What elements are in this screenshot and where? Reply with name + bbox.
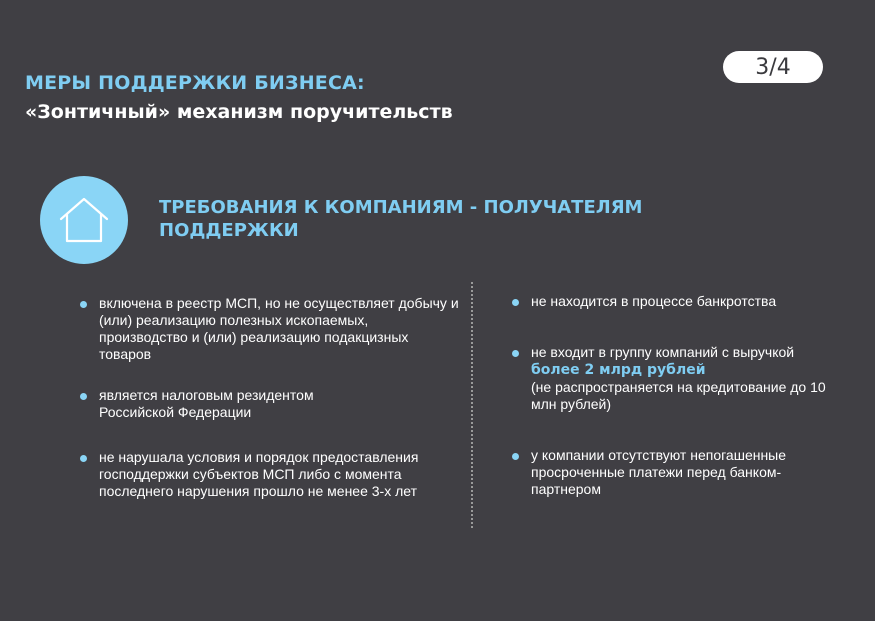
requirement-note: (не распространяется на кредитование до 10 млн рублей) bbox=[531, 379, 826, 412]
page-counter: 3/4 bbox=[723, 51, 823, 83]
bullet-icon bbox=[80, 393, 87, 400]
requirement-text: является налоговым резидентом Российской Федерации bbox=[99, 387, 314, 420]
requirement-item bbox=[99, 387, 349, 421]
requirement-item bbox=[99, 449, 459, 500]
page-subtitle: «Зонтичный» механизм поручительств bbox=[25, 101, 453, 123]
requirement-text: не входит в группу компаний с выручкой bbox=[531, 344, 795, 360]
bullet-icon bbox=[80, 301, 87, 308]
requirement-text: не нарушала условия и порядок предоставления господдержки субъектов МСП либо с момента последнего нарушения прошло не менее 3-х лет bbox=[99, 449, 419, 499]
requirement-item bbox=[531, 344, 831, 413]
page-title: МЕРЫ ПОДДЕРЖКИ БИЗНЕСА: bbox=[25, 72, 365, 94]
bullet-icon bbox=[512, 299, 519, 306]
requirement-text: не находится в процессе банкротства bbox=[531, 293, 777, 309]
requirement-item bbox=[531, 293, 831, 310]
bullet-icon bbox=[512, 453, 519, 460]
requirement-text: включена в реестр МСП, но не осуществляет добычу и (или) реализацию полезных ископаемых, производство и (или) реализацию подакцизных товаров bbox=[99, 295, 459, 362]
bullet-icon bbox=[80, 455, 87, 462]
column-divider bbox=[471, 282, 473, 528]
bullet-icon bbox=[512, 350, 519, 357]
revenue-highlight: более 2 млрд рублей bbox=[531, 362, 706, 378]
home-icon-circle bbox=[40, 176, 128, 264]
requirement-item bbox=[531, 447, 836, 498]
home-icon bbox=[57, 195, 111, 245]
section-title: ТРЕБОВАНИЯ К КОМПАНИЯМ - ПОЛУЧАТЕЛЯМ ПОДДЕРЖКИ bbox=[159, 197, 643, 241]
requirement-text: у компании отсутствуют непогашенные просроченные платежи перед банком-партнером bbox=[531, 447, 787, 497]
requirement-item bbox=[99, 295, 459, 363]
